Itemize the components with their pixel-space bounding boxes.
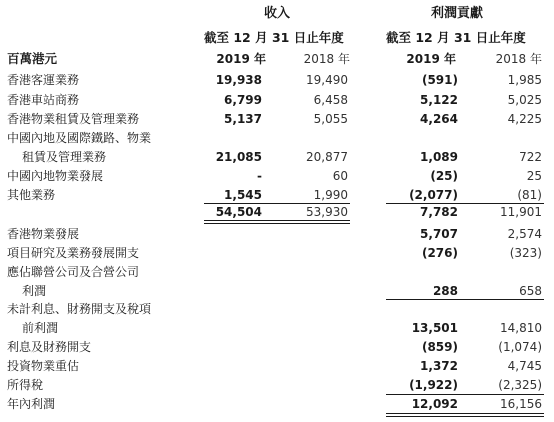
rev-2018-value: 19,490	[306, 73, 348, 87]
rev-2018-value: 1,990	[313, 188, 348, 202]
prof-2019-value: 1,089	[420, 150, 458, 164]
row-label: 應佔聯營公司及合營公司	[7, 265, 140, 279]
rev-2019-header: 2019 年	[216, 52, 266, 66]
period-right: 截至 12 月 31 日止年度	[386, 30, 526, 45]
rev-2019-subtotal: 54,504	[215, 205, 262, 219]
subtotal-rule-profit	[386, 203, 544, 204]
rev-2019-value: 5,137	[224, 112, 262, 126]
prof-2019-value: 288	[432, 284, 458, 298]
prof-2019-value: (591)	[421, 73, 458, 87]
prof-2019-value: 5,707	[420, 227, 458, 241]
prof-2018-value: 4,745	[507, 359, 542, 373]
prof-2018-value: 4,225	[507, 112, 542, 126]
row-label: 香港物業發展	[7, 227, 80, 241]
row-label: 香港物業租賃及管理業務	[7, 112, 140, 126]
rev-2019-value: 1,545	[224, 188, 262, 202]
total-rule	[386, 394, 544, 395]
prof-2018-value: (323)	[509, 246, 542, 260]
row-label: 所得稅	[7, 378, 44, 392]
prof-2018-value: 5,025	[507, 93, 542, 107]
prof-2019-value: (859)	[421, 340, 458, 354]
period-left: 截至 12 月 31 日止年度	[204, 30, 344, 45]
rev-2018-header: 2018 年	[303, 52, 350, 66]
rev-2018-value: 20,877	[306, 150, 348, 164]
prof-2019-subtotal: 7,782	[420, 205, 458, 219]
revenue-double-rule-bottom	[204, 223, 350, 224]
rev-2018-value: 60	[332, 169, 348, 183]
rev-2019-value: 21,085	[215, 150, 262, 164]
prof-2019-value: 1,372	[420, 359, 458, 373]
total-double-rule-top	[386, 413, 544, 414]
prof-2019-value: (25)	[430, 169, 458, 183]
prof-2019-value: (276)	[421, 246, 458, 260]
row-label: 中國內地物業發展	[7, 169, 104, 183]
unit-label: 百萬港元	[7, 51, 58, 66]
prof-2019-value: 13,501	[411, 321, 458, 335]
rev-2018-value: 6,458	[313, 93, 348, 107]
prof-2018-value: 658	[519, 284, 542, 298]
row-label: 年內利潤	[7, 397, 56, 411]
prof-2018-total: 16,156	[500, 397, 542, 411]
rev-2019-value: 6,799	[224, 93, 262, 107]
prof-2019-value: 4,264	[420, 112, 458, 126]
prof-2018-subtotal: 11,901	[500, 205, 542, 219]
rev-2019-value: -	[257, 169, 262, 183]
prof-2018-value: 722	[519, 150, 542, 164]
row-label: 香港客運業務	[7, 73, 80, 87]
row-label: 中國內地及國際鐵路、物業	[7, 131, 152, 145]
row-label-continued: 利潤	[22, 284, 47, 298]
rev-2018-subtotal: 53,930	[306, 205, 348, 219]
revenue-title: 收入	[263, 6, 290, 21]
profit-title: 利潤貢獻	[430, 6, 483, 21]
row-label: 投資物業重估	[7, 359, 80, 373]
prof-2018-value: (81)	[517, 188, 542, 202]
total-double-rule-bottom	[386, 416, 544, 417]
rev-2018-value: 5,055	[313, 112, 348, 126]
row-label-continued: 前利潤	[22, 321, 59, 335]
prof-2018-value: (2,325)	[498, 378, 542, 392]
prof-2019-value: (2,077)	[409, 188, 458, 202]
prof-2018-value: 25	[526, 169, 542, 183]
row-label: 未計利息、財務開支及稅項	[7, 302, 152, 316]
prof-2019-total: 12,092	[411, 397, 458, 411]
row-label: 香港車站商務	[7, 93, 80, 107]
revenue-double-rule-top	[204, 220, 350, 221]
row-label: 其他業務	[7, 188, 56, 202]
prof-2019-value: (1,922)	[409, 378, 458, 392]
ebit-rule	[386, 299, 544, 300]
prof-2018-header: 2018 年	[495, 52, 542, 66]
prof-2018-value: (1,074)	[498, 340, 542, 354]
row-label: 利息及財務開支	[7, 340, 92, 354]
row-label-continued: 租賃及管理業務	[22, 150, 107, 164]
prof-2019-value: 5,122	[420, 93, 458, 107]
rev-2019-value: 19,938	[215, 73, 262, 87]
prof-2018-value: 2,574	[507, 227, 542, 241]
subtotal-rule-revenue	[204, 203, 350, 204]
prof-2019-header: 2019 年	[406, 52, 456, 66]
prof-2018-value: 1,985	[507, 73, 542, 87]
row-label: 項目研究及業務發展開支	[7, 246, 140, 260]
prof-2018-value: 14,810	[500, 321, 542, 335]
